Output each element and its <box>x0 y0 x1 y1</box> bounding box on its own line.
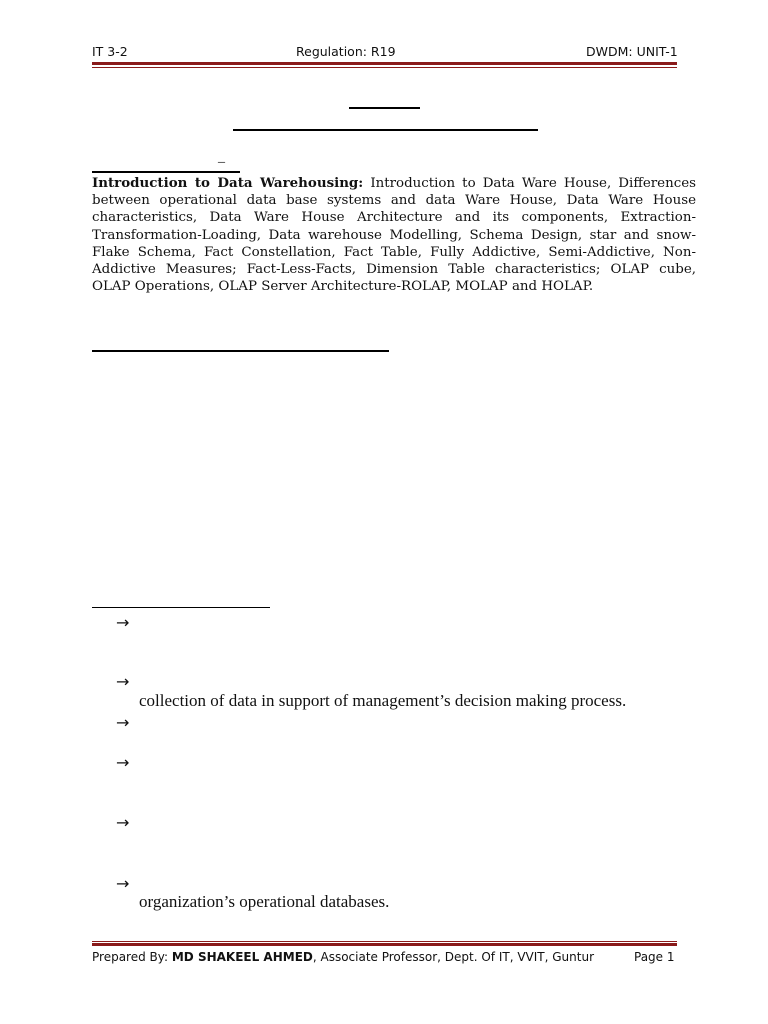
syllabus-text: Introduction to Data Ware House, Differences between operational data base systems and data Ware House, Data Ware House characteristics, Data Ware House Architecture and its components, Extraction-Transformation-Loading, Data warehouse Modelling, Schema Design, star and snow-Flake Schema, Fact Constellation, Fact Table, Fully Addictive, Semi-Addictive, Non-Addictive Measures; Fact-Less-Facts, Dimension Table characteristics; OLAP cube, OLAP Operations, OLAP Server Architecture-ROLAP, MOLAP and HOLAP. <box>92 176 696 295</box>
syllabus-paragraph <box>92 175 696 295</box>
syllabus-heading: Introduction to Data Warehousing: <box>92 175 364 191</box>
unit-underline <box>92 171 240 173</box>
header-rule-thin <box>92 67 677 68</box>
header-rule-thick <box>92 62 677 65</box>
bullet-arrow-5: → <box>116 813 130 832</box>
footer-suffix: , Associate Professor, Dept. Of IT, VVIT, Guntur <box>312 950 595 964</box>
header-right: DWDM: UNIT-1 <box>586 44 678 59</box>
footer-credit <box>92 950 594 964</box>
footer-rule-thin <box>92 941 677 942</box>
section-underline <box>92 350 389 352</box>
bullet-arrow-1: → <box>116 613 130 632</box>
unit-dash: _ <box>218 150 225 165</box>
bullet-arrow-2: → <box>116 672 130 691</box>
bullet-arrow-6: → <box>116 874 130 893</box>
page-number: Page 1 <box>634 950 675 964</box>
bullet-arrow-4: → <box>116 753 130 772</box>
title-underline <box>349 107 420 109</box>
bullet-arrow-3: → <box>116 713 130 732</box>
footer-prefix: Prepared By: <box>92 950 172 964</box>
header-center: Regulation: R19 <box>296 44 396 59</box>
subsection-underline <box>92 607 270 608</box>
footer-author: MD SHAKEEL AHMED <box>171 950 313 964</box>
footer-rule-thick <box>92 943 677 946</box>
subtitle-underline <box>233 129 538 131</box>
bullet-text-6: organization’s operational databases. <box>139 892 390 911</box>
bullet-text-2: collection of data in support of management’s decision making process. <box>139 691 627 710</box>
header-left: IT 3-2 <box>92 44 128 59</box>
